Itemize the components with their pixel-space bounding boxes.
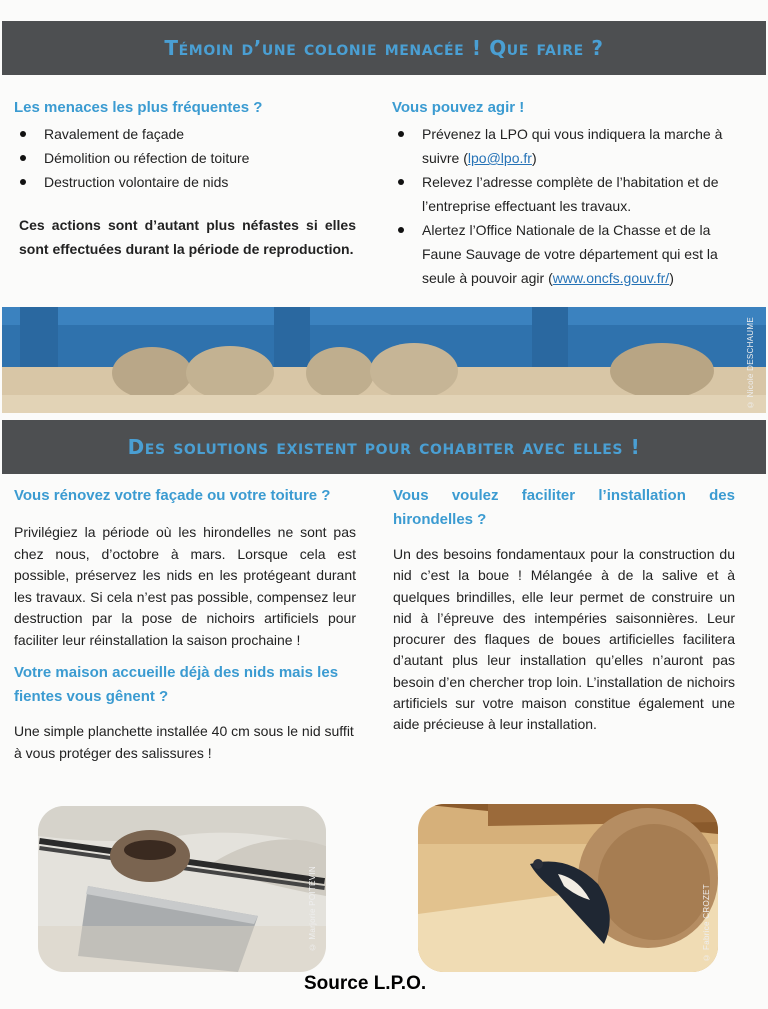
nest-board-illustration	[38, 806, 326, 972]
nests-illustration	[2, 307, 766, 413]
threats-note: Ces actions sont d’autant plus néfastes si elles sont effectuées durant la période de reproduction.	[19, 217, 356, 257]
act-title: Vous pouvez agir !	[392, 99, 525, 116]
oncfs-link[interactable]: www.oncfs.gouv.fr/	[552, 270, 670, 286]
strip-credit: © Nicole DESCHAUME	[746, 317, 755, 410]
list-item: Destruction volontaire de nids	[14, 170, 356, 194]
swallow-illustration	[418, 804, 718, 972]
threats-title: Les menaces les plus fréquentes ?	[14, 99, 263, 116]
list-item: Ravalement de façade	[14, 122, 356, 146]
install-text: Un des besoins fondamentaux pour la construction du nid c’est la boue ! Mélangée à de la salive et à quelques brindilles, elle leur permet de construire un nid à l’épreuve des intempéries saisonnières. Leur procurer des flaques de boues artificielles facilitera d’autant plus leur installation qu’elles n’auront pas besoin d’en chercher trop loin. L’installation de nichoirs artificiels sur votre maison constitue également une aide précieuse à leur installation.	[393, 546, 735, 733]
photo2-credit: © Fabrice CROZET	[702, 884, 711, 962]
nest-board-photo	[38, 806, 326, 972]
top-banner	[2, 21, 766, 75]
act-section	[392, 96, 732, 290]
source-label: Source L.P.O.	[304, 973, 427, 994]
renovate-title: Vous rénovez votre façade ou votre toiture ?	[14, 487, 331, 504]
list-item: Prévenez la LPO qui vous indiquera la marche à suivre (lpo@lpo.fr)	[392, 122, 732, 170]
lpo-email-link[interactable]: lpo@lpo.fr	[467, 150, 532, 166]
renovate-text: Privilégiez la période où les hirondelles ne sont pas chez nous, d’octobre à mars. Lorsque cela est possible, préservez les nids en les protégeant durant les travaux. Si cela n’est pas possible, compensez leur destruction par la pose de nichoirs artificiels pour faciliter leur réinstallation la saison prochaine !	[14, 524, 356, 648]
solutions-banner-title: Des solutions existent pour cohabiter avec elles !	[127, 435, 641, 459]
droppings-text: Une simple planchette installée 40 cm sous le nid suffit à vous protéger des salissures !	[14, 723, 354, 761]
photo1-credit: © Marjorie POITEVIN	[308, 866, 317, 952]
top-banner-title: Témoin d’une colonie menacée ! Que faire ?	[164, 36, 604, 60]
act-list	[392, 122, 732, 290]
list-item: Relevez l’adresse complète de l’habitation et de l’entreprise effectuant les travaux.	[392, 170, 732, 218]
renovate-section	[14, 484, 356, 764]
list-item: Démolition ou réfection de toiture	[14, 146, 356, 170]
swallow-photo	[418, 804, 718, 972]
solutions-banner	[2, 420, 766, 474]
install-section	[393, 484, 735, 736]
droppings-title: Votre maison accueille déjà des nids mais les fientes vous gênent ?	[14, 664, 339, 705]
nests-photo	[2, 307, 766, 413]
threats-list	[14, 122, 356, 194]
list-item: Alertez l’Office Nationale de la Chasse et de la Faune Sauvage de votre département qui est la seule à pouvoir agir (www.oncfs.gouv.fr/)	[392, 218, 732, 290]
threats-section	[14, 96, 356, 261]
install-title: Vous voulez faciliter l’installation des hirondelles ?	[393, 487, 735, 528]
